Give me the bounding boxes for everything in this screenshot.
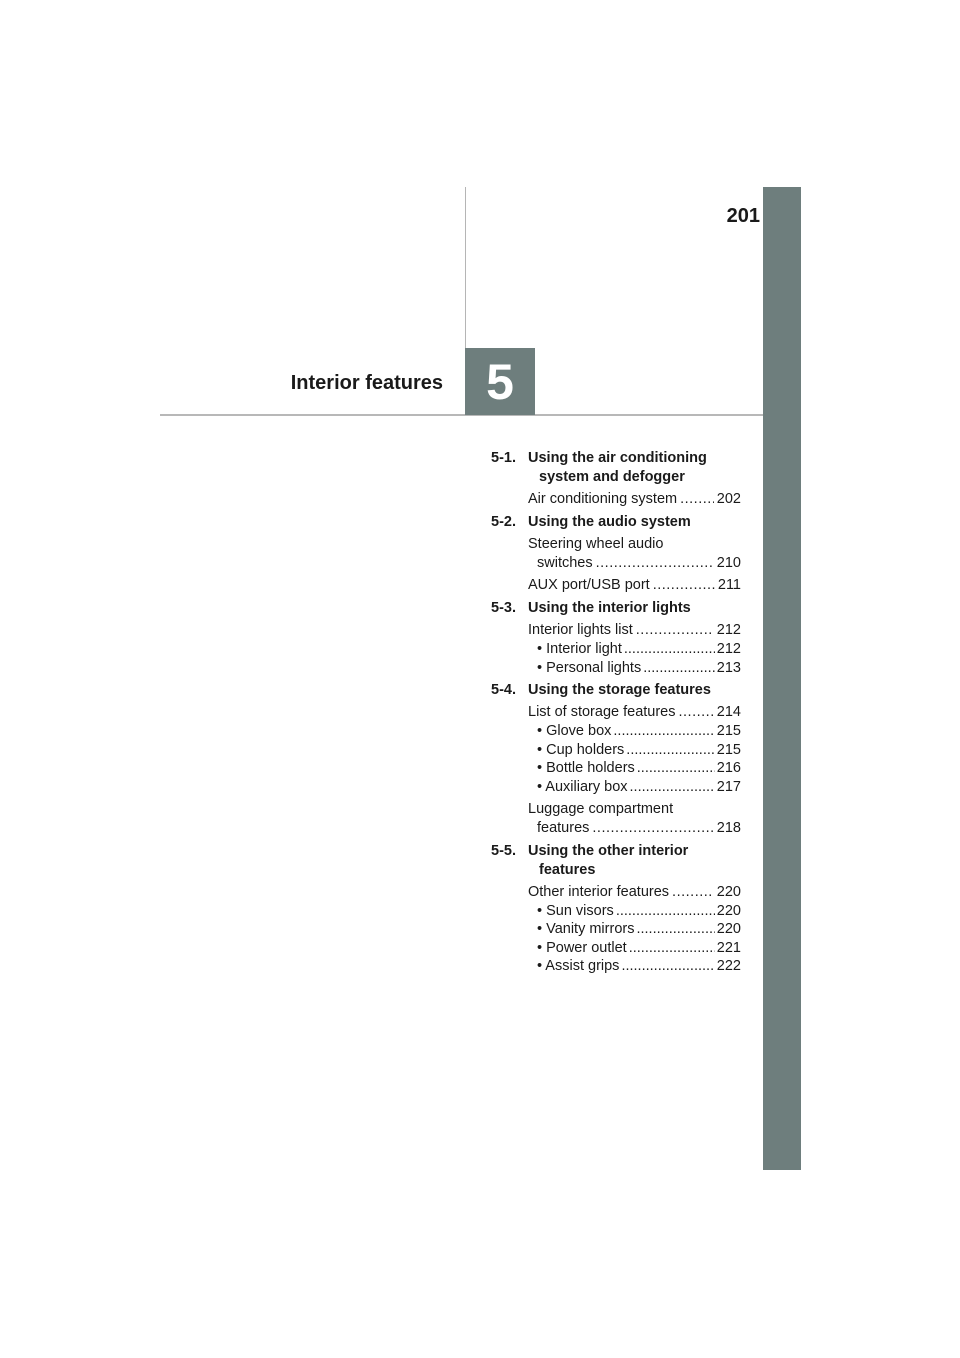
- toc-subentry[interactable]: • Sun visors ..... 220: [491, 902, 741, 921]
- section-title: Using the storage features: [528, 682, 711, 699]
- table-of-contents: [491, 449, 741, 976]
- section-number: 5-1.: [491, 450, 516, 466]
- dot-leader: [613, 722, 714, 741]
- dot-leader: [621, 957, 714, 976]
- section-title: Using the interior lights: [528, 600, 691, 616]
- page-ref: 217: [716, 778, 741, 795]
- toc-subentry[interactable]: • Interior light ..... 212: [491, 640, 741, 659]
- page-ref: 202: [716, 491, 741, 507]
- page-ref: 222: [716, 958, 741, 975]
- toc-section-heading[interactable]: [491, 681, 741, 700]
- toc-subentry[interactable]: • Auxiliary box ..... 217: [491, 778, 741, 797]
- page-ref: 218: [716, 819, 741, 836]
- toc-subentry[interactable]: • Bottle holders ..... 216: [491, 759, 741, 778]
- page-ref: 213: [716, 659, 741, 676]
- dot-leader: [672, 883, 714, 902]
- chapter-number-box: [465, 348, 535, 415]
- toc-section-heading[interactable]: [491, 513, 741, 532]
- dot-leader: [653, 576, 715, 595]
- page-ref: 220: [716, 902, 741, 919]
- dot-leader: [636, 621, 714, 640]
- chapter-number: 5: [486, 353, 514, 410]
- toc-subentry[interactable]: • Glove box ..... 215: [491, 722, 741, 741]
- section-title: Using the air conditioning system and defogger: [528, 450, 707, 485]
- page-ref: 212: [716, 622, 741, 638]
- page-number: 201: [726, 205, 760, 227]
- page-ref: 214: [716, 704, 741, 721]
- dot-leader: [643, 659, 715, 678]
- page-ref: 215: [716, 723, 741, 740]
- toc-entry[interactable]: AUX port/USB port ..... 211: [491, 576, 741, 595]
- dot-leader: [636, 920, 714, 939]
- toc-section-heading[interactable]: [491, 599, 741, 618]
- section-number: 5-4.: [491, 682, 516, 699]
- toc-entry[interactable]: Interior lights list ..... 212: [491, 621, 741, 640]
- horizontal-divider: [160, 414, 763, 416]
- section-number: 5-3.: [491, 600, 516, 616]
- page-ref: 220: [716, 921, 741, 938]
- toc-entry[interactable]: Luggage compartment features ..... 218: [491, 800, 741, 838]
- page-ref: 221: [716, 939, 741, 956]
- dot-leader: [637, 759, 715, 778]
- section-number: 5-2.: [491, 514, 516, 530]
- chapter-side-tab: [763, 187, 801, 1170]
- toc-section-heading[interactable]: [491, 842, 741, 880]
- page-ref: 220: [716, 883, 741, 900]
- chapter-title: Interior features: [290, 372, 443, 394]
- dot-leader: [680, 490, 714, 509]
- dot-leader: [624, 640, 715, 659]
- dot-leader: [596, 554, 714, 573]
- toc-subentry[interactable]: • Cup holders ..... 215: [491, 741, 741, 760]
- section-title: Using the other interior features: [528, 842, 689, 878]
- dot-leader: [592, 819, 713, 838]
- vertical-divider: [465, 187, 466, 348]
- toc-subentry[interactable]: • Vanity mirrors ..... 220: [491, 920, 741, 939]
- toc-entry[interactable]: List of storage features ..... 214: [491, 703, 741, 722]
- page-ref: 216: [716, 760, 741, 777]
- dot-leader: [626, 741, 715, 760]
- toc-entry[interactable]: Other interior features ..... 220: [491, 883, 741, 902]
- toc-subentry[interactable]: • Power outlet ..... 221: [491, 939, 741, 958]
- section-number: 5-5.: [491, 842, 516, 859]
- page-ref: 211: [717, 577, 741, 593]
- toc-subentry[interactable]: • Assist grips ..... 222: [491, 957, 741, 976]
- toc-section-heading[interactable]: [491, 449, 741, 487]
- toc-entry[interactable]: Air conditioning system ..... 202: [491, 490, 741, 509]
- dot-leader: [679, 703, 714, 722]
- section-title: Using the audio system: [528, 514, 691, 530]
- dot-leader: [616, 902, 715, 921]
- dot-leader: [629, 939, 715, 958]
- page-ref: 215: [716, 741, 741, 758]
- dot-leader: [630, 778, 715, 797]
- toc-subentry[interactable]: • Personal lights ..... 213: [491, 659, 741, 678]
- page-ref: 212: [716, 641, 741, 657]
- toc-entry[interactable]: Steering wheel audio switches ..... 210: [491, 535, 741, 573]
- page-ref: 210: [716, 555, 741, 571]
